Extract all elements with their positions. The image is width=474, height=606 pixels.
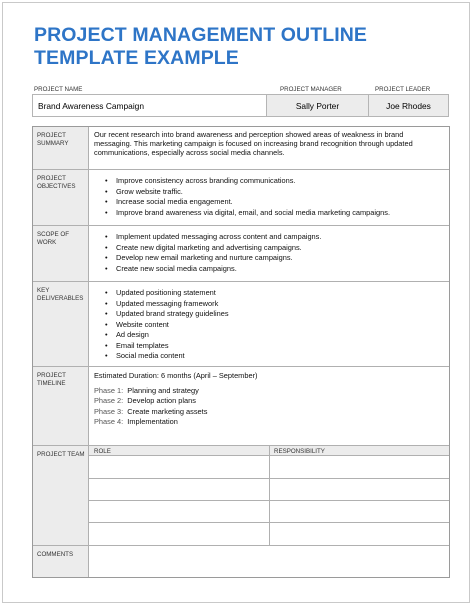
list-item: • Updated messaging framework bbox=[116, 299, 443, 310]
page-title: PROJECT MANAGEMENT OUTLINE TEMPLATE EXAMPLE bbox=[34, 24, 368, 69]
list-item: • Create new digital marketing and advertising campaigns. bbox=[116, 243, 443, 254]
project-manager-value: Sally Porter bbox=[295, 100, 340, 111]
summary-label: PROJECT SUMMARY bbox=[33, 127, 89, 169]
phase-label: Phase 3: bbox=[94, 406, 124, 416]
deliverables-content[interactable] bbox=[89, 282, 449, 366]
objectives-row bbox=[33, 170, 449, 226]
comments-row bbox=[33, 546, 449, 577]
role-header: ROLE bbox=[94, 448, 111, 455]
scope-row bbox=[33, 226, 449, 282]
list-item: • Grow website traffic. bbox=[116, 187, 443, 198]
responsibility-cell[interactable] bbox=[270, 479, 449, 500]
timeline-duration: Estimated Duration: 6 months (April – September) bbox=[94, 371, 258, 380]
project-leader-label: PROJECT LEADER bbox=[375, 86, 431, 93]
list-item: • Social media content bbox=[116, 351, 443, 362]
list-item: • Website content bbox=[116, 320, 443, 331]
team-label: PROJECT TEAM bbox=[33, 446, 89, 545]
objectives-label: PROJECT OBJECTIVES bbox=[33, 170, 89, 225]
team-table bbox=[89, 446, 449, 545]
phase-label: Phase 2: bbox=[94, 396, 124, 406]
scope-label: SCOPE OF WORK bbox=[33, 226, 89, 281]
project-name-label: PROJECT NAME bbox=[34, 86, 83, 93]
project-manager-label: PROJECT MANAGER bbox=[280, 86, 342, 93]
list-item: • Create new social media campaigns. bbox=[116, 264, 443, 275]
timeline-phase bbox=[94, 407, 443, 418]
list-item: • Updated positioning statement bbox=[116, 288, 443, 299]
project-name-field[interactable] bbox=[32, 94, 266, 117]
list-item: • Improve brand awareness via digital, email, and social media marketing campaigns. bbox=[116, 208, 443, 219]
timeline-label: PROJECT TIMELINE bbox=[33, 367, 89, 445]
deliverables-row bbox=[33, 282, 449, 367]
timeline-phase bbox=[94, 417, 443, 428]
phase-text: Planning and strategy bbox=[127, 385, 199, 395]
summary-row bbox=[33, 127, 449, 170]
phase-text: Implementation bbox=[127, 417, 178, 427]
phase-text: Create marketing assets bbox=[127, 406, 208, 416]
phase-text: Develop action plans bbox=[127, 396, 196, 406]
responsibility-cell[interactable] bbox=[270, 456, 449, 478]
timeline-content[interactable] bbox=[89, 367, 449, 445]
comments-field[interactable] bbox=[89, 546, 449, 577]
responsibility-cell[interactable] bbox=[270, 501, 449, 522]
phase-label: Phase 1: bbox=[94, 385, 124, 395]
list-item: • Ad design bbox=[116, 330, 443, 341]
deliverables-label: KEY DELIVERABLES bbox=[33, 282, 89, 366]
list-item: • Increase social media engagement. bbox=[116, 197, 443, 208]
outline-table bbox=[32, 126, 450, 578]
timeline-phase bbox=[94, 386, 443, 397]
list-item: • Develop new email marketing and nurture campaigns. bbox=[116, 253, 443, 264]
role-cell[interactable] bbox=[89, 479, 269, 500]
list-item: • Updated brand strategy guidelines bbox=[116, 309, 443, 320]
project-name-value: Brand Awareness Campaign bbox=[38, 100, 144, 111]
objectives-content[interactable] bbox=[89, 170, 449, 225]
list-item: • Implement updated messaging across content and campaigns. bbox=[116, 232, 443, 243]
team-table-area bbox=[89, 446, 449, 545]
objectives-list bbox=[94, 176, 443, 218]
project-leader-field[interactable] bbox=[368, 94, 449, 117]
responsibility-header: RESPONSIBILITY bbox=[274, 448, 325, 455]
phase-label: Phase 4: bbox=[94, 417, 124, 427]
timeline-phase bbox=[94, 396, 443, 407]
responsibility-cell[interactable] bbox=[270, 523, 449, 545]
list-item: • Email templates bbox=[116, 341, 443, 352]
project-leader-value: Joe Rhodes bbox=[386, 100, 431, 111]
role-cell[interactable] bbox=[89, 501, 269, 522]
scope-content[interactable] bbox=[89, 226, 449, 281]
team-row bbox=[33, 446, 449, 546]
summary-text[interactable]: Our recent research into brand awareness and perception showed areas of weakness in brand messaging. This marketing campaign is focused on increasing brand recognition through updated communications, especially across social media channels. bbox=[94, 130, 413, 157]
comments-label: COMMENTS bbox=[33, 546, 89, 577]
scope-list bbox=[94, 232, 443, 274]
timeline-row bbox=[33, 367, 449, 446]
deliverables-list bbox=[94, 288, 443, 362]
role-cell[interactable] bbox=[89, 523, 269, 545]
role-cell[interactable] bbox=[89, 456, 269, 478]
project-manager-field[interactable] bbox=[266, 94, 368, 117]
list-item: • Improve consistency across branding communications. bbox=[116, 176, 443, 187]
